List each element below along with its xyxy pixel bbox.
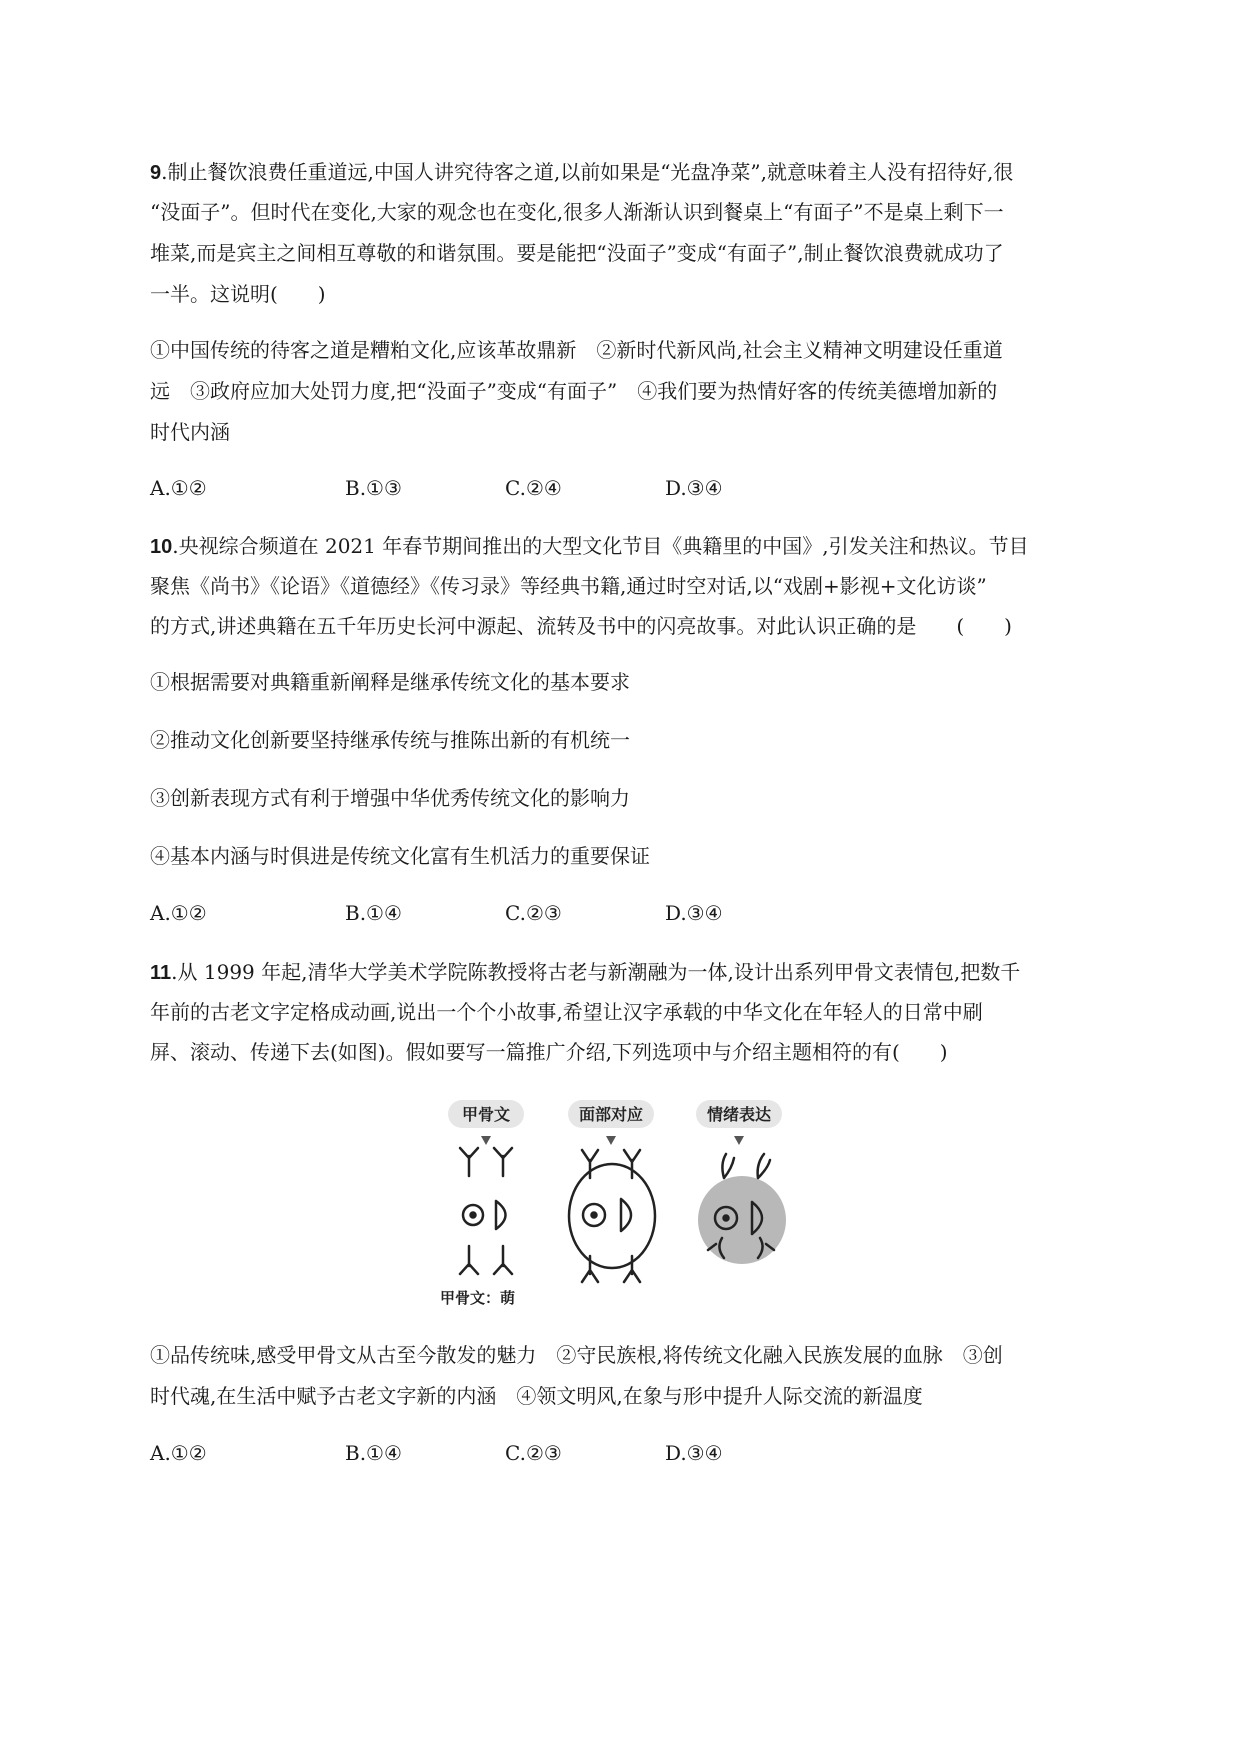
q10-statement-3: ③创新表现方式有利于增强中华优秀传统文化的影响力 xyxy=(150,786,630,810)
q9-stem-line-2: “没面子”。但时代在变化,大家的观念也在变化,很多人渐渐认识到餐桌上“有面子”不是桌上剩下一 xyxy=(150,200,1004,224)
q9-option-d[interactable]: D.③④ xyxy=(665,476,723,500)
q10-option-b[interactable]: B.①④ xyxy=(345,901,402,925)
q11-statement-line-2: 时代魂,在生活中赋予古老文字新的内涵 ④领文明风,在象与形中提升人际交流的新温度 xyxy=(150,1384,923,1408)
q10-statement-2: ②推动文化创新要坚持继承传统与推陈出新的有机统一 xyxy=(150,728,630,752)
q10-stem-line-1 xyxy=(150,534,1029,559)
q9-stem-line-1 xyxy=(150,160,1013,185)
q11-stem-text-1: .从 1999 年起,清华大学美术学院陈教授将古老与新潮融为一体,设计出系列甲骨文表情包,把数千 xyxy=(171,960,1021,984)
face-mapping-glyph xyxy=(569,1150,655,1282)
label-face-mapping: 面部对应 xyxy=(578,1105,644,1124)
q9-stem-text-1: .制止餐饮浪费任重道远,中国人讲究待客之道,以前如果是“光盘净菜”,就意味着主人没有招待好,很 xyxy=(161,160,1014,184)
q9-stem-line-4: 一半。这说明( ) xyxy=(150,282,326,306)
q10-option-d[interactable]: D.③④ xyxy=(665,901,723,925)
q9-option-c[interactable]: C.②④ xyxy=(505,476,562,500)
q10-stem-line-3: 的方式,讲述典籍在五千年历史长河中源起、流转及书中的闪亮故事。对此认识正确的是 ( ) xyxy=(150,614,1012,638)
arrow-down-icon-1 xyxy=(481,1136,491,1145)
q9-option-b[interactable]: B.①③ xyxy=(345,476,402,500)
q11-stem-line-3: 屏、滚动、传递下去(如图)。假如要写一篇推广介绍,下列选项中与介绍主题相符的有( ) xyxy=(150,1040,948,1064)
arrow-down-icon-3 xyxy=(734,1136,744,1145)
label-oracle-bone: 甲骨文 xyxy=(461,1105,511,1124)
q9-statement-line-3: 时代内涵 xyxy=(150,420,230,444)
q11-stem-line-2: 年前的古老文字定格成动画,说出一个个小故事,希望让汉字承载的中华文化在年轻人的日常中刷 xyxy=(150,1000,983,1024)
arrow-down-icon-2 xyxy=(606,1136,616,1145)
q10-statement-4: ④基本内涵与时俱进是传统文化富有生机活力的重要保证 xyxy=(150,844,650,868)
oracle-bone-emoji-figure xyxy=(440,1098,810,1308)
emotion-glyph xyxy=(698,1154,786,1264)
q10-option-a[interactable]: A.①② xyxy=(150,901,207,925)
label-emotion: 情绪表达 xyxy=(706,1105,772,1124)
q10-option-c[interactable]: C.②③ xyxy=(505,901,562,925)
q10-number: 10 xyxy=(150,536,173,558)
q9-statement-line-1: ①中国传统的待客之道是糟粕文化,应该革故鼎新 ②新时代新风尚,社会主义精神文明建设任重道 xyxy=(150,338,1003,362)
q10-options xyxy=(150,901,850,925)
q11-option-c[interactable]: C.②③ xyxy=(505,1441,562,1465)
q9-statement-line-2: 远 ③政府应加大处罚力度,把“没面子”变成“有面子” ④我们要为热情好客的传统美德增加新的 xyxy=(150,379,998,403)
q10-stem-text-1: .央视综合频道在 2021 年春节期间推出的大型文化节目《典籍里的中国》,引发关注和热议。节目 xyxy=(172,534,1029,558)
q10-stem-line-2: 聚焦《尚书》《论语》《道德经》《传习录》等经典书籍,通过时空对话,以“戏剧+影视+文化访谈” xyxy=(150,574,987,598)
q11-stem-line-1 xyxy=(150,960,1020,985)
q10-statement-1: ①根据需要对典籍重新阐释是继承传统文化的基本要求 xyxy=(150,670,630,694)
figure-caption: 甲骨文：萌 xyxy=(440,1289,516,1307)
q11-option-b[interactable]: B.①④ xyxy=(345,1441,402,1465)
q9-stem-line-3: 堆菜,而是宾主之间相互尊敬的和谐氛围。要是能把“没面子”变成“有面子”,制止餐饮浪费就成功了 xyxy=(150,241,1004,265)
q9-option-a[interactable]: A.①② xyxy=(150,476,207,500)
q11-option-a[interactable]: A.①② xyxy=(150,1441,207,1465)
q11-statement-line-1: ①品传统味,感受甲骨文从古至今散发的魅力 ②守民族根,将传统文化融入民族发展的血脉 ③创 xyxy=(150,1343,1003,1367)
q11-option-d[interactable]: D.③④ xyxy=(665,1441,723,1465)
q9-options xyxy=(150,476,850,500)
oracle-glyph-meng xyxy=(460,1148,512,1274)
q11-number: 11 xyxy=(150,962,172,984)
q11-options xyxy=(150,1441,850,1465)
q9-number: 9 xyxy=(150,162,162,184)
